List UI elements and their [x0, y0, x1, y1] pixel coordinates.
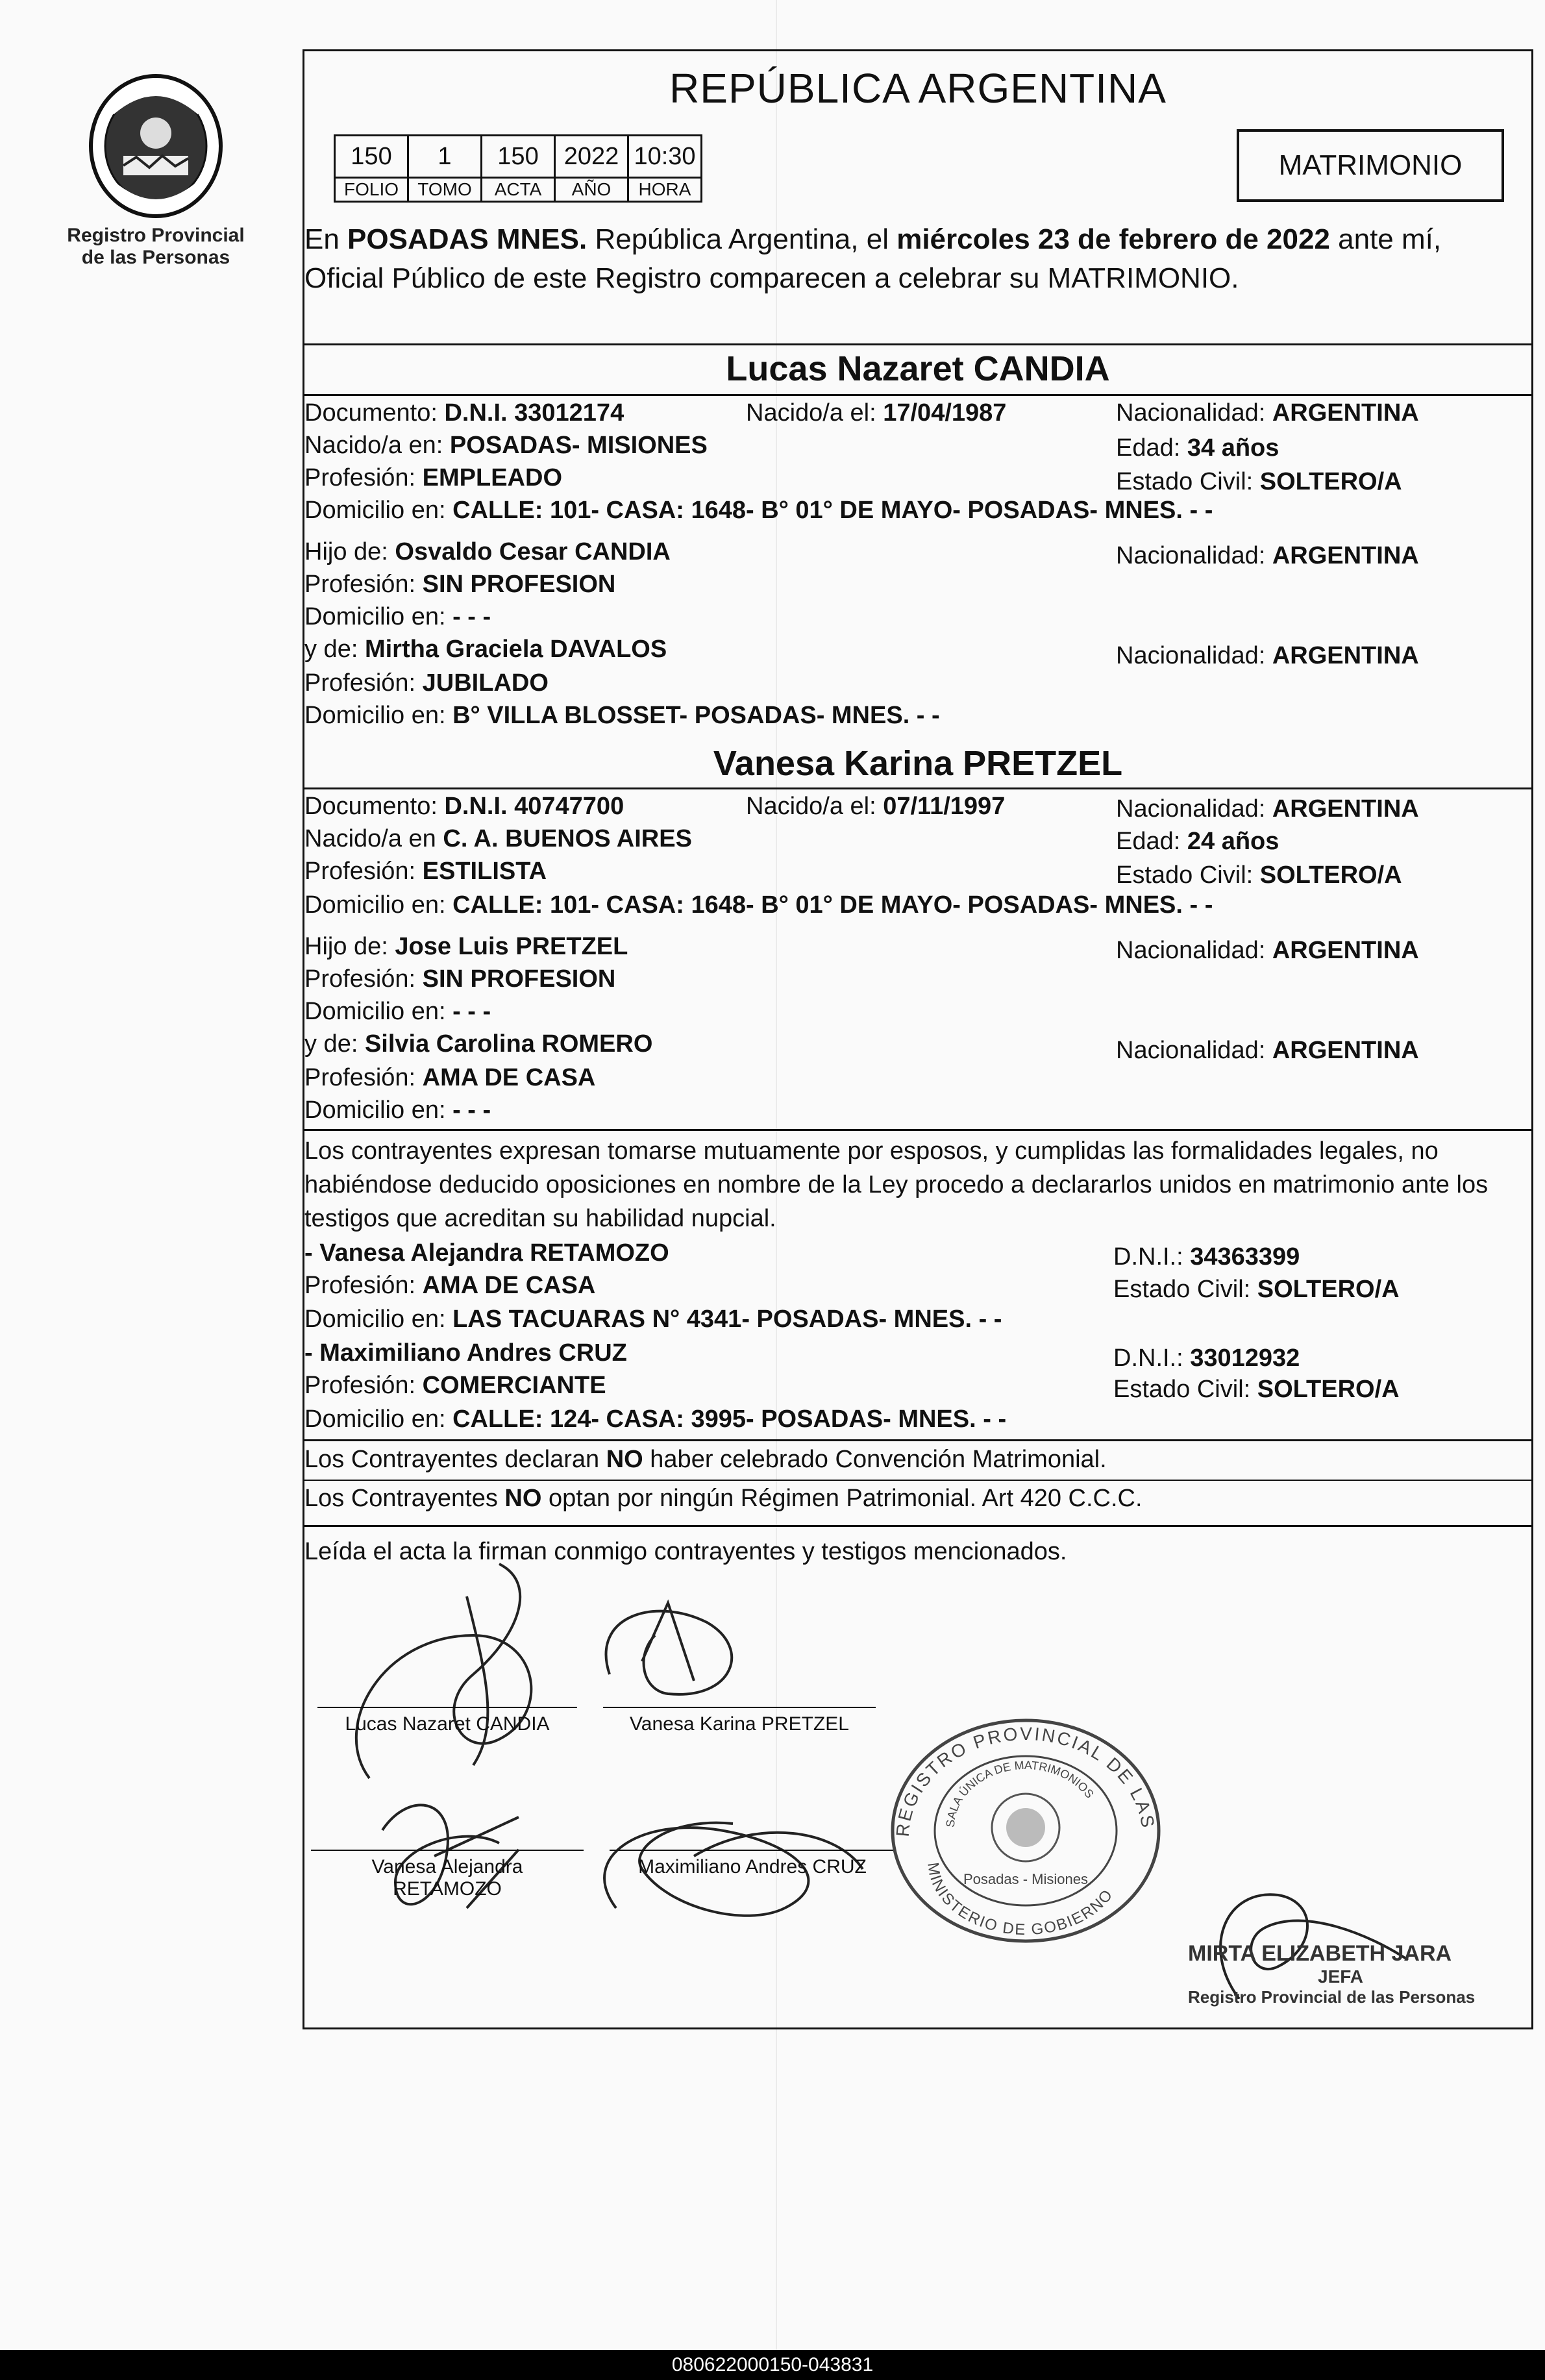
- stamp-outer-text: REGISTRO PROVINCIAL DE LAS: [892, 1723, 1159, 1838]
- divider: [304, 787, 1531, 789]
- person1-nationality: ARGENTINA: [1272, 399, 1419, 427]
- person1-mother: Mirtha Graciela DAVALOS: [364, 636, 667, 663]
- label: y de:: [304, 1030, 365, 1058]
- provincia-misiones-seal: [84, 71, 227, 221]
- label: Nacido/a en: [304, 825, 443, 852]
- signature-line: [317, 1707, 577, 1708]
- witness1-profession: AMA DE CASA: [422, 1272, 596, 1299]
- label: Profesión:: [304, 1372, 423, 1399]
- logo-text-line2: de las Personas: [81, 247, 230, 268]
- label: Nacionalidad:: [1116, 399, 1272, 427]
- person1-age: 34 años: [1187, 434, 1279, 462]
- acta-value: 150: [482, 136, 555, 178]
- label: Documento:: [304, 793, 445, 820]
- logo-text-line1: Registro Provincial: [67, 225, 245, 246]
- label: Profesión:: [304, 464, 423, 491]
- label: Domicilio en:: [304, 998, 453, 1025]
- divider: [304, 1129, 1531, 1131]
- label: Domicilio en:: [304, 497, 453, 524]
- label: Profesión:: [304, 1064, 423, 1091]
- hora-label: HORA: [628, 178, 702, 202]
- label: Profesión:: [304, 1272, 423, 1299]
- folio-value: 150: [335, 136, 408, 178]
- label: Hijo de:: [304, 538, 395, 565]
- person1-birthdate: 17/04/1987: [883, 399, 1007, 427]
- person1-document: D.N.I. 33012174: [444, 399, 624, 427]
- regime-text: optan por ningún Régimen Patrimonial. Art 420 C.C.C.: [541, 1485, 1143, 1512]
- intro-place: POSADAS MNES.: [347, 223, 587, 255]
- label: D.N.I.:: [1113, 1243, 1191, 1271]
- witness1-civil-status: SOLTERO/A: [1257, 1276, 1400, 1303]
- person1-mother-address: B° VILLA BLOSSET- POSADAS- MNES. - -: [452, 702, 940, 729]
- person2-father-address: - - -: [452, 998, 491, 1025]
- person2-name: Vanesa Karina PRETZEL: [713, 744, 1123, 783]
- signature-line: [603, 1707, 876, 1708]
- person2-birthdate: 07/11/1997: [883, 793, 1006, 820]
- person1-civil-status: SOLTERO/A: [1259, 468, 1402, 495]
- label: Domicilio en:: [304, 1406, 453, 1433]
- person2-address: CALLE: 101- CASA: 1648- B° 01° DE MAYO- POSADAS- MNES. - -: [452, 891, 1213, 919]
- regime-text: Los Contrayentes: [304, 1485, 505, 1512]
- stamp-city: Posadas - Misiones: [963, 1871, 1088, 1887]
- label: Nacionalidad:: [1116, 642, 1272, 669]
- person2-father: Jose Luis PRETZEL: [395, 933, 628, 960]
- person2-birthplace: C. A. BUENOS AIRES: [443, 825, 692, 852]
- official-stamp: [883, 1714, 1168, 1948]
- label: Nacido/a el:: [746, 793, 884, 820]
- person2-father-nationality: ARGENTINA: [1272, 937, 1419, 964]
- signature-label-4: Maximiliano Andres CRUZ: [638, 1856, 867, 1878]
- regime-no: NO: [504, 1485, 542, 1512]
- person1-father-profession: SIN PROFESION: [422, 571, 616, 598]
- label: Nacionalidad:: [1116, 1037, 1272, 1064]
- intro-text: En: [304, 223, 348, 255]
- witness2-address: CALLE: 124- CASA: 3995- POSADAS- MNES. - -: [452, 1406, 1007, 1433]
- signature-label-2: Vanesa Karina PRETZEL: [630, 1713, 849, 1735]
- intro-paragraph: [304, 220, 1531, 298]
- stamp-bottom-text: MINISTERIO DE GOBIERNO: [924, 1861, 1117, 1939]
- convention-text: Los Contrayentes declaran: [304, 1446, 606, 1473]
- label: Profesión:: [304, 858, 423, 885]
- signature-label-3-line1: Vanesa Alejandra: [371, 1856, 523, 1878]
- witness2-profession: COMERCIANTE: [422, 1372, 606, 1399]
- label: Hijo de:: [304, 933, 395, 960]
- document-title: REPÚBLICA ARGENTINA: [669, 65, 1167, 112]
- official-block: [1188, 1941, 1475, 2007]
- divider: [304, 1525, 1531, 1527]
- label: Profesión:: [304, 571, 423, 598]
- label: Profesión:: [304, 669, 423, 697]
- official-name: MIRTA ELIZABETH JARA: [1188, 1941, 1452, 1966]
- person2-nationality: ARGENTINA: [1272, 795, 1419, 823]
- witness2-civil-status: SOLTERO/A: [1257, 1376, 1400, 1403]
- person2-mother-profession: AMA DE CASA: [422, 1064, 596, 1091]
- acta-label: ACTA: [482, 178, 555, 202]
- label: y de:: [304, 636, 365, 663]
- signature-1-scribble: [356, 1564, 532, 1778]
- person1-father: Osvaldo Cesar CANDIA: [395, 538, 671, 565]
- witness1-dni: 34363399: [1190, 1243, 1300, 1271]
- tomo-label: TOMO: [408, 178, 482, 202]
- person2-father-profession: SIN PROFESION: [422, 965, 616, 993]
- witness1-address: LAS TACUARAS N° 4341- POSADAS- MNES. - -: [452, 1306, 1002, 1333]
- label: Edad:: [1116, 828, 1187, 855]
- label: Estado Civil:: [1113, 1276, 1257, 1303]
- convention-text: haber celebrado Convención Matrimonial.: [643, 1446, 1107, 1473]
- person2-mother-nationality: ARGENTINA: [1272, 1037, 1419, 1064]
- person1-father-address: - - -: [452, 603, 491, 630]
- signature-label-3: [311, 1856, 584, 1900]
- label: Nacionalidad:: [1116, 542, 1272, 569]
- divider: [304, 343, 1531, 345]
- divider: [304, 1439, 1531, 1441]
- person1-name: Lucas Nazaret CANDIA: [726, 349, 1110, 388]
- witness2-name: - Maximiliano Andres CRUZ: [304, 1339, 627, 1367]
- intro-date: miércoles 23 de febrero de 2022: [896, 223, 1330, 255]
- signature-line: [311, 1850, 584, 1851]
- document-code-bar: 080622000150-043831: [0, 2350, 1545, 2380]
- person1-profession: EMPLEADO: [422, 464, 563, 491]
- label: Domicilio en:: [304, 702, 453, 729]
- divider: [304, 394, 1531, 396]
- label: Domicilio en:: [304, 603, 453, 630]
- label: Profesión:: [304, 965, 423, 993]
- convention-no: NO: [606, 1446, 643, 1473]
- label: Edad:: [1116, 434, 1187, 462]
- label: Nacionalidad:: [1116, 937, 1272, 964]
- label: Nacido/a el:: [746, 399, 884, 427]
- registry-logo: [65, 71, 247, 269]
- reading-statement: Leída el acta la firman conmigo contrayentes y testigos mencionados.: [304, 1538, 1067, 1565]
- declaration-paragraph: Los contrayentes expresan tomarse mutuamente por esposos, y cumplidas las formalidades legales, no habiéndose deducido oposiciones en nombre de la Ley procedo a declararlos unidos en matrimonio ante los testigos que acreditan su habilidad nupcial.: [304, 1137, 1489, 1232]
- label: D.N.I.:: [1113, 1345, 1191, 1372]
- divider: [304, 1480, 1531, 1481]
- label: Estado Civil:: [1113, 1376, 1257, 1403]
- person2-mother: Silvia Carolina ROMERO: [364, 1030, 653, 1058]
- label: Nacionalidad:: [1116, 795, 1272, 823]
- person2-civil-status: SOLTERO/A: [1259, 862, 1402, 889]
- person2-profession: ESTILISTA: [422, 858, 547, 885]
- person1-birthplace: POSADAS- MISIONES: [449, 432, 708, 459]
- witness2-dni: 33012932: [1190, 1345, 1300, 1372]
- intro-line2: Oficial Público de este Registro comparecen a celebrar su MATRIMONIO.: [304, 262, 1239, 294]
- stamp-inner-text: SALA ÚNICA DE MATRIMONIOS: [943, 1758, 1096, 1828]
- label: Domicilio en:: [304, 1306, 453, 1333]
- signature-label-1: Lucas Nazaret CANDIA: [345, 1713, 550, 1735]
- label: Estado Civil:: [1116, 468, 1260, 495]
- official-role: JEFA: [1318, 1966, 1364, 1987]
- signature-label-3-line2: RETAMOZO: [393, 1878, 502, 1900]
- person1-father-nationality: ARGENTINA: [1272, 542, 1419, 569]
- registry-table: [334, 134, 702, 203]
- person2-document: D.N.I. 40747700: [444, 793, 624, 820]
- official-org: Registro Provincial de las Personas: [1188, 1987, 1476, 2007]
- intro-text: República Argentina, el: [587, 223, 897, 255]
- label: Estado Civil:: [1116, 862, 1260, 889]
- signature-line: [610, 1850, 895, 1851]
- document-type: MATRIMONIO: [1237, 129, 1504, 202]
- label: Nacido/a en:: [304, 432, 450, 459]
- person2-age: 24 años: [1187, 828, 1279, 855]
- witness1-name: - Vanesa Alejandra RETAMOZO: [304, 1239, 669, 1267]
- anio-label: AÑO: [555, 178, 628, 202]
- person2-mother-address: - - -: [452, 1097, 491, 1124]
- person1-mother-nationality: ARGENTINA: [1272, 642, 1419, 669]
- intro-text: ante mí,: [1329, 223, 1442, 255]
- signature-2-scribble: [606, 1603, 732, 1694]
- label: Documento:: [304, 399, 445, 427]
- stamp-seal: [883, 1714, 1168, 1948]
- label: Domicilio en:: [304, 891, 453, 919]
- person1-mother-profession: JUBILADO: [422, 669, 549, 697]
- anio-value: 2022: [555, 136, 628, 178]
- folio-label: FOLIO: [335, 178, 408, 202]
- hora-value: 10:30: [628, 136, 702, 178]
- label: Domicilio en:: [304, 1097, 453, 1124]
- person1-address: CALLE: 101- CASA: 1648- B° 01° DE MAYO- POSADAS- MNES. - -: [452, 497, 1213, 524]
- tomo-value: 1: [408, 136, 482, 178]
